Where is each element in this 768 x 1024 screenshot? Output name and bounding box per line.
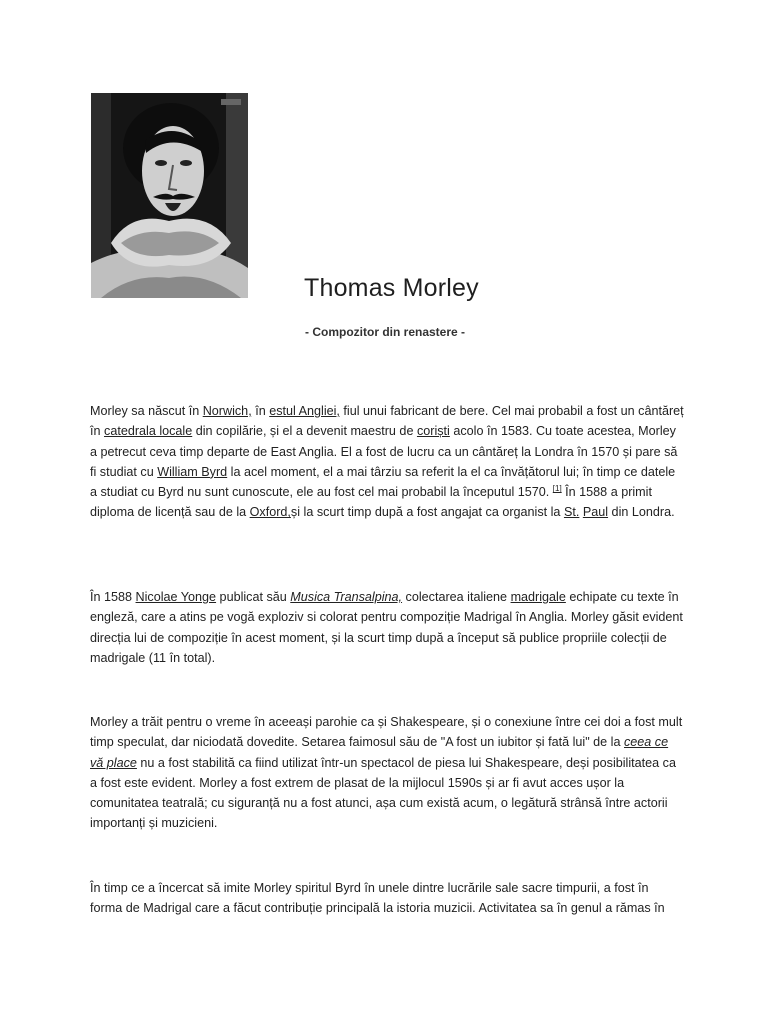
link-william-byrd[interactable]: William Byrd <box>157 464 228 479</box>
link-paul[interactable]: Paul <box>582 505 609 520</box>
link-coristi[interactable]: coriști <box>416 424 450 439</box>
text: acolo în 1583. Cu toate acestea, Morley a petrecut ceva timp departe de East Anglia. El a fost de lucru ca un cântăreț la Londra în 1570 și pare să fi studiat cu <box>90 424 678 479</box>
text: fiul unui fabricant de bere. Cel mai probabil a fost un cântăreț în <box>90 404 684 439</box>
text: Morley sa născut în <box>90 404 203 418</box>
portrait-image <box>91 93 248 298</box>
link-norwich[interactable]: Norwich, <box>202 404 252 418</box>
text: publicat său <box>216 590 291 604</box>
text: din copilărie, și el a devenit maestru de <box>192 424 417 439</box>
link-st[interactable]: St. <box>563 505 580 520</box>
text: și la scurt timp după a fost angajat ca organist la <box>290 505 564 520</box>
reference-link[interactable]: [1] <box>552 484 562 493</box>
text: din Londra. <box>608 505 675 520</box>
text: echipate cu texte în engleză, care a atins pe vogă exploziv si colorat pentru compoziție Madrigal în Anglia. Morley găsit evident direcția lui de compoziție în acest moment, și la scurt timp după a început să publice propriile colecții de madrigale (11 în total). <box>90 590 683 665</box>
text: Morley a trăit pentru o vreme în aceeași parohie ca și Shakespeare, și o conexiune între cei doi a fost mult timp speculat, dar niciodată dovedite. Setarea faimosul său de "A fost un iubitor și fată lui" de la <box>90 715 683 750</box>
link-madrigale[interactable]: madrigale <box>510 590 566 604</box>
paragraph-2 <box>90 587 684 668</box>
text: nu a fost stabilită ca fiind utilizat într-un spectacol de piesa lui Shakespeare, deși posibilitatea ca a fost este evident. Morley a fost extrem de plasat de la mijlocul 1590s și ar fi avut acces ușor la comunitatea teatrală; cu siguranță nu a fost atunci, așa cum există acum, o legătură strânsă între actorii importanți și muzicieni. <box>90 755 676 831</box>
text: În timp ce a încercat să imite Morley spiritul Byrd în unele dintre lucrările sale sacre timpurii, a fost în forma de Madrigal care a făcut contribuție principală la istoria muzicii. Activitatea sa în genul a rămas în <box>90 881 665 916</box>
page-subtitle: - Compozitor din renastere - <box>305 325 466 339</box>
text: În 1588 a primit diploma de licență sau de la <box>90 485 652 520</box>
portrait-icon <box>91 93 248 298</box>
link-oxford[interactable]: Oxford, <box>249 505 291 520</box>
link-catedrala-locale[interactable]: catedrala locale <box>104 424 193 439</box>
link-nicolae-yonge[interactable]: Nicolae Yonge <box>135 590 217 604</box>
page-title: Thomas Morley <box>304 274 479 302</box>
paragraph-4 <box>90 878 684 919</box>
text: În 1588 <box>90 590 136 604</box>
text: în <box>251 404 270 418</box>
paragraph-3 <box>90 712 684 834</box>
paragraph-1 <box>90 401 684 523</box>
link-estul-angliei[interactable]: estul Angliei, <box>269 404 340 418</box>
text: colectarea italiene <box>402 590 511 604</box>
link-ceea-ce-va-place[interactable]: ceea ce vă place <box>90 735 669 770</box>
link-musica-transalpina[interactable]: Musica Transalpina, <box>290 590 403 604</box>
text: la acel moment, el a mai târziu sa referit la el ca învățătorul lui; în timp ce datele a studiat cu Byrd nu sunt cunoscute, ele au fost cel mai probabil la începutul 1570. <box>90 464 676 500</box>
